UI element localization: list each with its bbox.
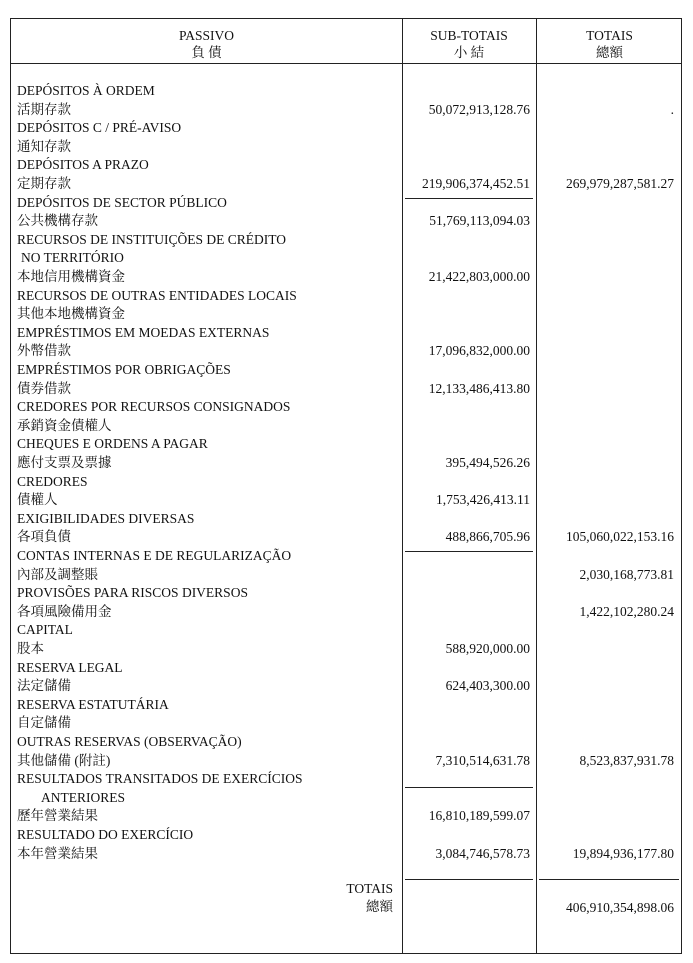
row-subtotal: 7,310,514,631.78 (435, 752, 530, 768)
table-row (11, 789, 681, 808)
table-row (11, 491, 681, 510)
table-row (11, 212, 681, 231)
row-label: NO TERRITÓRIO (21, 250, 124, 266)
table-row (11, 566, 681, 585)
row-label: 承銷資金債權人 (17, 417, 112, 433)
header-subtotais-label: SUB-TOTAIS (430, 28, 508, 43)
row-label: EXIGIBILIDADES DIVERSAS (17, 510, 195, 526)
subtotal-rule (405, 879, 533, 880)
table-row (11, 603, 681, 622)
table-row (11, 380, 681, 399)
row-subtotal: 50,072,913,128.76 (428, 101, 530, 117)
footer-totais (346, 880, 393, 916)
row-label: 內部及調整賬 (17, 566, 98, 582)
table-row (11, 231, 681, 250)
table-row (11, 584, 681, 603)
row-label: CREDORES POR RECURSOS CONSIGNADOS (17, 399, 291, 415)
row-subtotal: 21,422,803,000.00 (428, 269, 530, 284)
row-total: 105,060,022,153.16 (566, 529, 674, 545)
row-total: 2,030,168,773.81 (579, 566, 674, 582)
table-row (11, 733, 681, 752)
table-row (11, 845, 681, 864)
subtotal-rule (405, 551, 533, 552)
header-divider (11, 63, 681, 64)
table-row (11, 175, 681, 194)
table-row (11, 528, 681, 547)
row-label: 本年營業結果 (17, 845, 98, 861)
row-total: 8,523,837,931.78 (579, 752, 674, 768)
row-subtotal: 488,866,705.96 (445, 529, 530, 545)
row-label: 各項負債 (17, 529, 71, 545)
row-label: 活期存款 (17, 101, 71, 117)
header-totais-label: TOTAIS (586, 28, 633, 43)
table-row (11, 454, 681, 473)
row-label: ANTERIORES (41, 789, 125, 805)
table-row (11, 659, 681, 678)
table-row (11, 156, 681, 175)
table-row (11, 770, 681, 789)
table-row (11, 752, 681, 771)
header-subtotais-zh: 小 結 (453, 45, 485, 60)
header-totais (536, 27, 683, 61)
row-label: 定期存款 (17, 176, 71, 191)
row-subtotal: 624,403,300.00 (445, 678, 530, 694)
row-label: RESULTADO DO EXERCÍCIO (17, 827, 194, 842)
row-subtotal: 12,133,486,413.80 (428, 380, 530, 396)
row-label: 其他儲備 (附註) (17, 752, 111, 768)
table-row (11, 677, 681, 696)
footer-totais-label: TOTAIS (346, 881, 393, 896)
header-totais-zh: 總額 (596, 45, 623, 60)
table-row (11, 510, 681, 529)
row-label: RECURSOS DE INSTITUIÇÕES DE CRÉDITO (17, 231, 287, 247)
total-rule (539, 879, 679, 880)
table-row (11, 249, 681, 268)
table-row (11, 473, 681, 492)
table-row (11, 101, 681, 120)
table-row (11, 138, 681, 157)
table-row (11, 417, 681, 436)
row-label: 外幣借款 (17, 343, 71, 359)
row-label: 本地信用機構資金 (17, 269, 125, 284)
table-row (11, 305, 681, 324)
row-label: CAPITAL (17, 622, 73, 638)
table-row (11, 342, 681, 361)
row-label: 通知存款 (17, 138, 71, 154)
row-label: 自定儲備 (17, 715, 71, 731)
row-label: 債權人 (17, 492, 58, 508)
table-row (11, 547, 681, 566)
row-label: 股本 (17, 641, 44, 656)
row-total: 1,422,102,280.24 (579, 603, 674, 619)
row-label: 公共機構存款 (17, 213, 98, 229)
row-label: RECURSOS DE OUTRAS ENTIDADES LOCAIS (17, 287, 297, 303)
header-subtotais (402, 27, 536, 61)
row-subtotal: 51,769,113,094.03 (429, 213, 530, 229)
table-row (11, 268, 681, 287)
table-row (11, 194, 681, 213)
row-subtotal: 219,906,374,452.51 (422, 176, 530, 191)
grand-total-value: 406,910,354,898.06 (566, 900, 674, 915)
row-label: CHEQUES E ORDENS A PAGAR (17, 436, 208, 452)
table-row (11, 826, 681, 845)
header-passivo-label: PASSIVO (178, 28, 235, 43)
table-row (11, 621, 681, 640)
row-label: 應付支票及票據 (17, 455, 112, 470)
row-subtotal: 395,494,526.26 (445, 455, 530, 470)
row-label: PROVISÕES PARA RISCOS DIVERSOS (17, 585, 248, 601)
table-row (11, 361, 681, 380)
row-label: DEPÓSITOS À ORDEM (17, 83, 155, 98)
row-label: EMPRÉSTIMOS EM MOEDAS EXTERNAS (17, 324, 270, 340)
row-label: DEPÓSITOS A PRAZO (17, 157, 149, 173)
row-label: CONTAS INTERNAS E DE REGULARIZAÇÃO (17, 548, 292, 563)
row-label: RESULTADOS TRANSITADOS DE EXERCÍCIOS (17, 771, 303, 787)
table-row (11, 82, 681, 101)
row-label: DEPÓSITOS C / PRÉ-AVISO (17, 120, 182, 136)
table-row (11, 324, 681, 343)
row-label: RESERVA LEGAL (17, 659, 123, 675)
row-subtotal: 3,084,746,578.73 (435, 845, 530, 861)
subtotal-rule (405, 198, 533, 199)
subtotal-rule (405, 787, 533, 788)
row-label: 其他本地機構資金 (17, 306, 125, 322)
header-passivo (11, 27, 402, 61)
row-subtotal: 1,753,426,413.11 (436, 492, 530, 508)
row-label: DEPÓSITOS DE SECTOR PÚBLICO (17, 194, 227, 210)
row-label: 各項風險備用金 (17, 603, 112, 619)
row-total: 269,979,287,581.27 (566, 176, 674, 191)
balance-sheet-table (10, 18, 682, 954)
row-subtotal: 16,810,189,599.07 (428, 808, 530, 824)
row-label: CREDORES (17, 473, 88, 489)
table-row (11, 640, 681, 659)
row-label: 歷年營業結果 (17, 808, 98, 824)
table-row (11, 696, 681, 715)
table-row (11, 435, 681, 454)
row-total: . (670, 101, 674, 117)
header-passivo-zh: 負 債 (191, 45, 222, 60)
table-row (11, 287, 681, 306)
table-row (11, 119, 681, 138)
table-row (11, 807, 681, 826)
row-subtotal: 588,920,000.00 (445, 641, 530, 656)
row-label: 法定儲備 (17, 678, 71, 694)
table-row (11, 714, 681, 733)
row-label: RESERVA ESTATUTÁRIA (17, 696, 169, 712)
row-label: OUTRAS RESERVAS (OBSERVAÇÃO) (17, 734, 242, 749)
row-label: 債券借款 (17, 380, 71, 396)
row-subtotal: 17,096,832,000.00 (428, 343, 530, 359)
row-label: EMPRÉSTIMOS POR OBRIGAÇÕES (17, 362, 231, 377)
row-total: 19,894,936,177.80 (572, 845, 674, 861)
footer-totais-zh: 總額 (366, 899, 393, 914)
table-row (11, 398, 681, 417)
